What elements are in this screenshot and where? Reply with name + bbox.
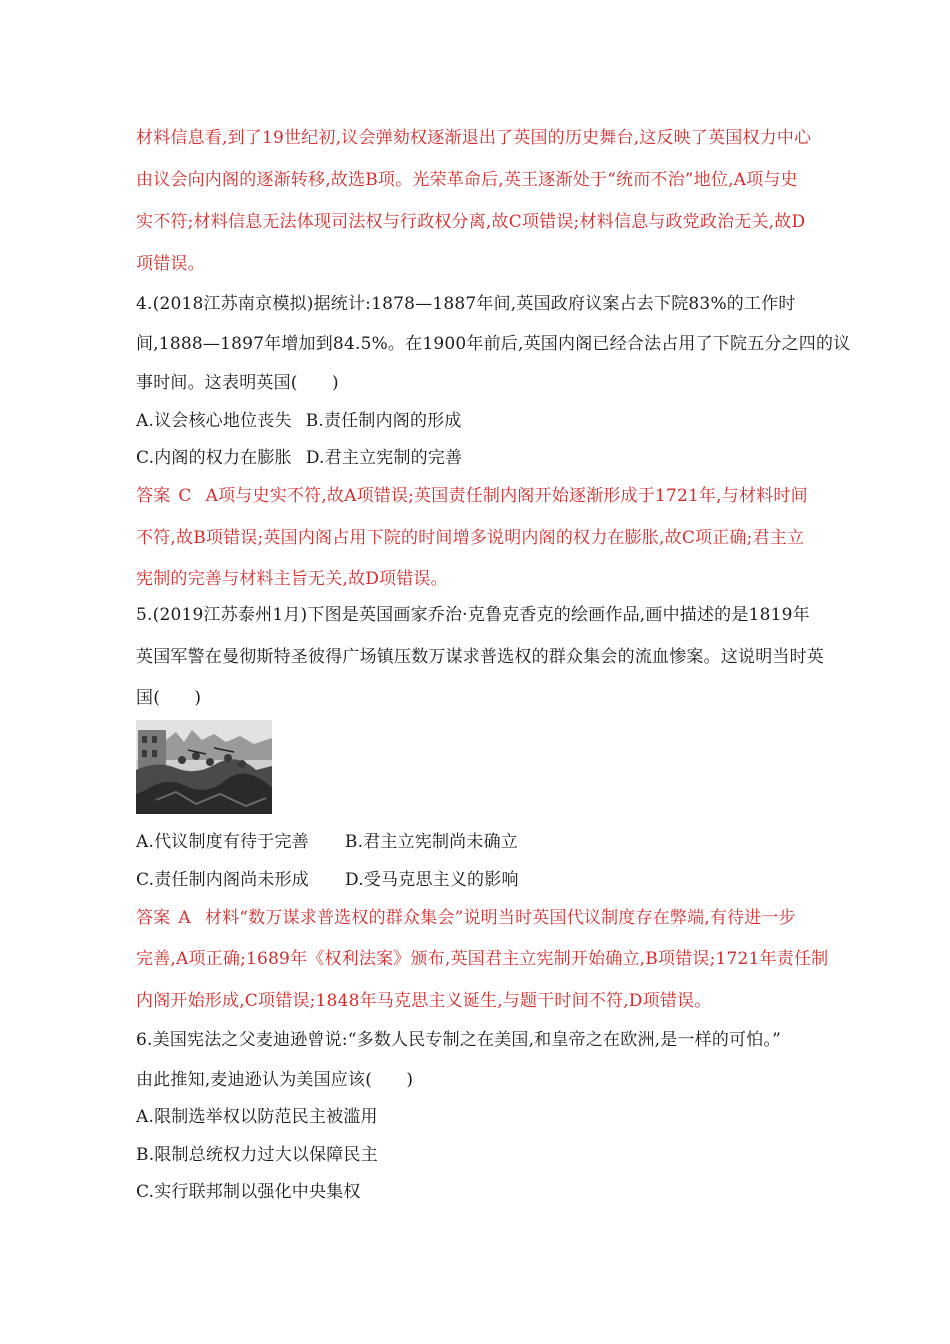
q5-explanation-line: 内阁开始形成,C项错误;1848年马克思主义诞生,与题干时间不符,D项错误。 bbox=[136, 991, 712, 1011]
q4-explanation-text: A项与史实不符,故A项错误;英国责任制内阁开始逐渐形成于1721年,与材料时间 bbox=[205, 486, 808, 506]
q4-option-d: D.君主立宪制的完善 bbox=[305, 448, 463, 468]
q5-option-c: C.责任制内阁尚未形成 bbox=[136, 870, 310, 890]
q6-stem-line: 6.美国宪法之父麦迪逊曾说:“多数人民专制之在美国,和皇帝之在欧洲,是一样的可怕。” bbox=[136, 1030, 782, 1050]
q5-option-b: B.君主立宪制尚未确立 bbox=[344, 832, 518, 852]
q4-stem-line: 间,1888—1897年增加到84.5%。在1900年前后,英国内阁已经合法占用了下院五分之四的议 bbox=[136, 334, 851, 354]
q4-stem-line: 4.(2018江苏南京模拟)据统计:1878—1887年间,英国政府议案占去下院83%的工作时 bbox=[136, 294, 796, 314]
q3-explanation-line: 实不符;材料信息无法体现司法权与行政权分离,故C项错误;材料信息与政党政治无关,故D bbox=[136, 212, 806, 232]
painting-illustration bbox=[136, 720, 272, 814]
q4-answer-value: C bbox=[178, 486, 192, 506]
q4-option-a: A.议会核心地位丧失 bbox=[136, 411, 292, 431]
q6-stem-line: 由此推知,麦迪逊认为美国应该( ) bbox=[136, 1070, 414, 1090]
q4-options-row-2 bbox=[136, 446, 816, 470]
q5-answer-value: A bbox=[178, 908, 191, 928]
q4-option-b: B.责任制内阁的形成 bbox=[305, 411, 462, 431]
q6-option-c: C.实行联邦制以强化中央集权 bbox=[136, 1182, 361, 1202]
q5-stem-line: 英国军警在曼彻斯特圣彼得广场镇压数万谋求普选权的群众集会的流血惨案。这说明当时英 bbox=[136, 647, 824, 667]
q4-answer-line bbox=[136, 484, 816, 508]
q5-explanation-line: 完善,A项正确;1689年《权利法案》颁布,英国君主立宪制开始确立,B项错误;1721年责任制 bbox=[136, 949, 829, 969]
q5-answer-label: 答案 bbox=[136, 908, 171, 928]
q5-options-row-1 bbox=[136, 830, 816, 854]
q3-explanation-line: 由议会向内阁的逐渐转移,故选B项。光荣革命后,英王逐渐处于“统而不治”地位,A项与史 bbox=[136, 170, 798, 190]
q5-stem-line: 5.(2019江苏泰州1月)下图是英国画家乔治·克鲁克香克的绘画作品,画中描述的是1819年 bbox=[136, 605, 810, 625]
q5-options-row-2 bbox=[136, 868, 816, 892]
q5-explanation-text: 材料“数万谋求普选权的群众集会”说明当时英国代议制度存在弊端,有待进一步 bbox=[204, 908, 796, 928]
q5-answer-line bbox=[136, 906, 816, 930]
q6-option-a: A.限制选举权以防范民主被滥用 bbox=[136, 1107, 378, 1127]
q6-option-b: B.限制总统权力过大以保障民主 bbox=[136, 1145, 378, 1165]
peterloo-painting-image bbox=[136, 720, 272, 814]
q4-stem-line: 事时间。这表明英国( ) bbox=[136, 373, 339, 393]
q4-option-c: C.内阁的权力在膨胀 bbox=[136, 448, 292, 468]
q4-explanation-line: 不符,故B项错误;英国内阁占用下院的时间增多说明内阁的权力在膨胀,故C项正确;君主立 bbox=[136, 528, 805, 548]
q4-explanation-line: 宪制的完善与材料主旨无关,故D项错误。 bbox=[136, 569, 448, 589]
q3-explanation-line: 项错误。 bbox=[136, 254, 205, 274]
q4-options-row-1 bbox=[136, 409, 816, 433]
q3-explanation-line: 材料信息看,到了19世纪初,议会弹劾权逐渐退出了英国的历史舞台,这反映了英国权力中心 bbox=[136, 128, 812, 148]
q4-answer-label: 答案 bbox=[136, 486, 171, 506]
q5-option-d: D.受马克思主义的影响 bbox=[345, 870, 519, 890]
q5-option-a: A.代议制度有待于完善 bbox=[136, 832, 309, 852]
q5-stem-line: 国( ) bbox=[136, 688, 202, 708]
